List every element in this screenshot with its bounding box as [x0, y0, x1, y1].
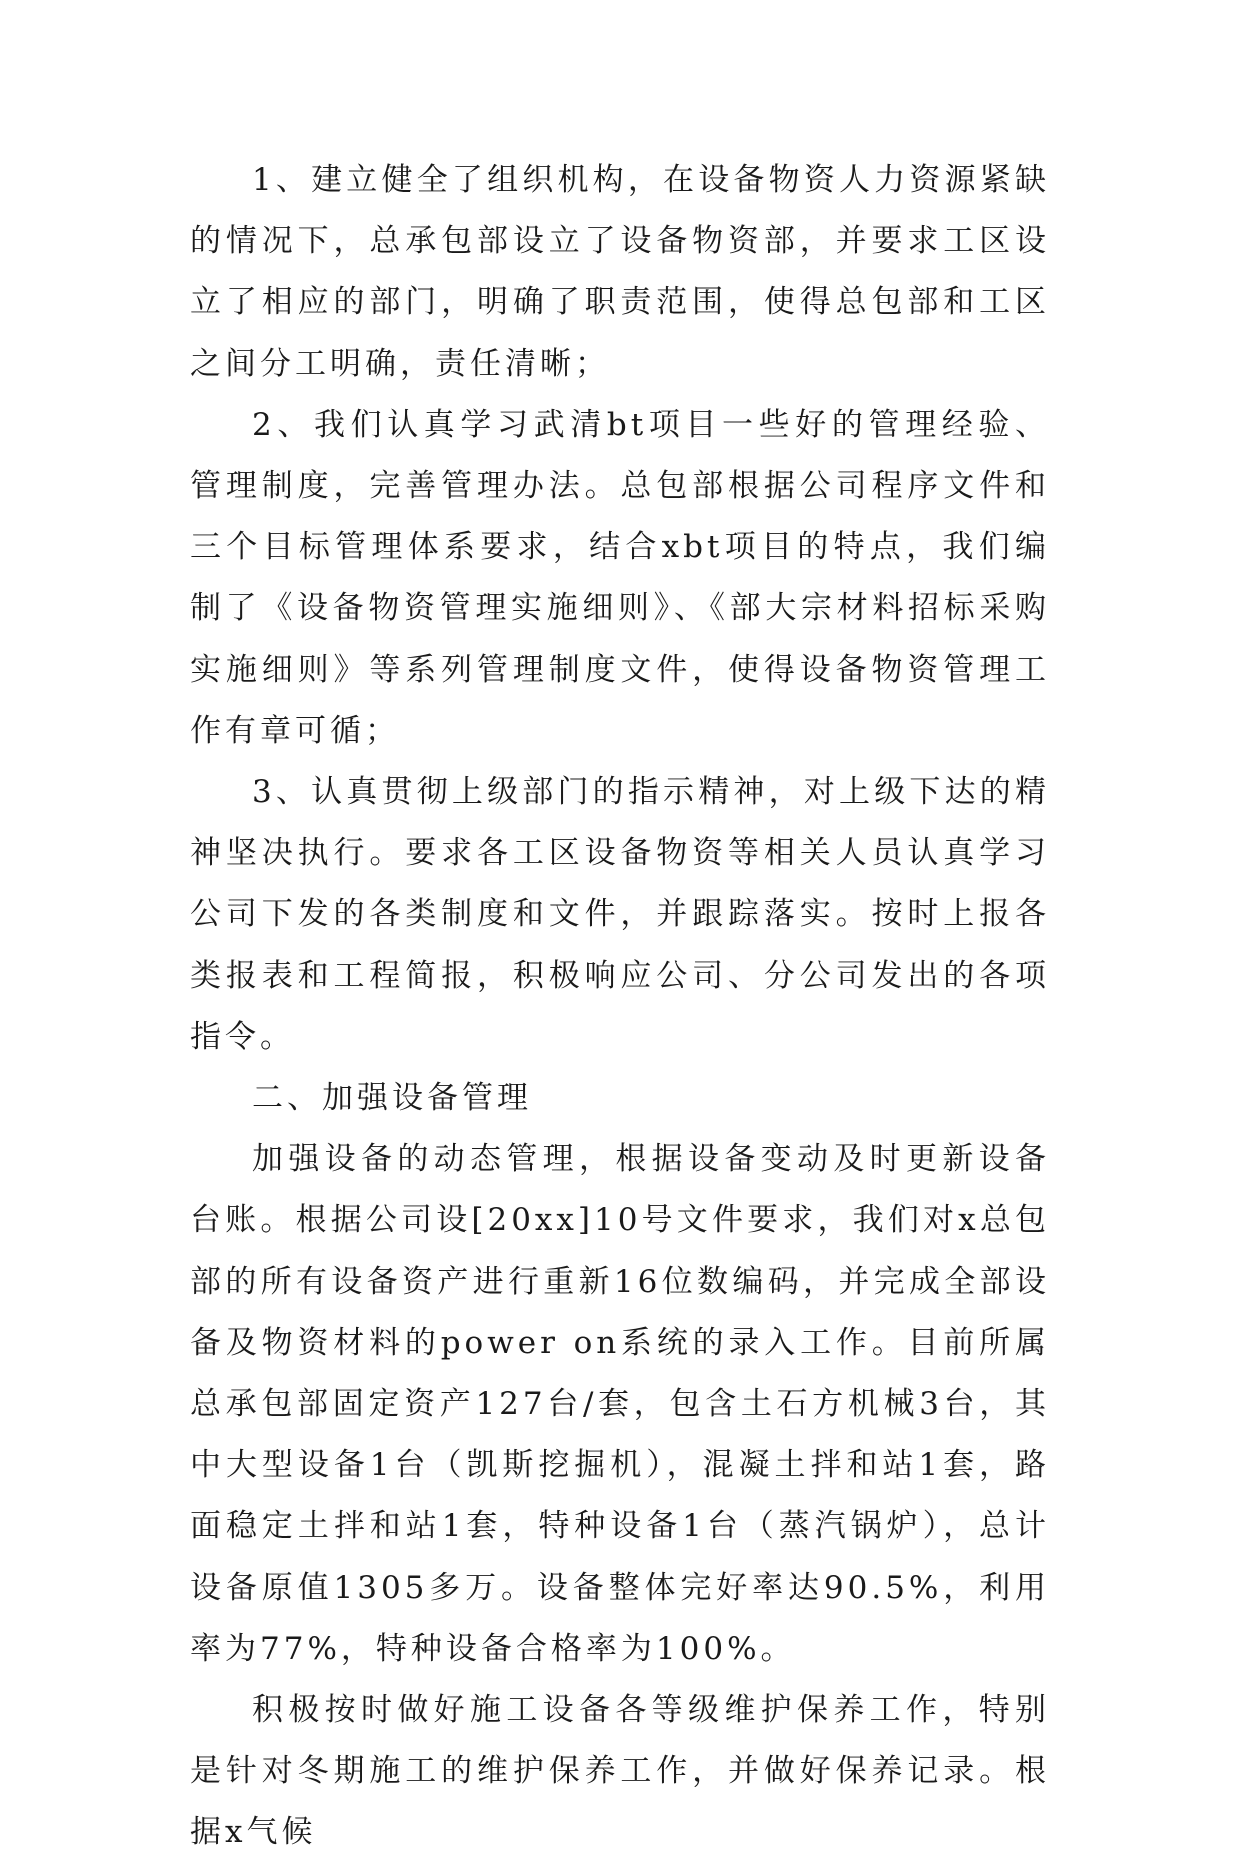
paragraph-org-structure: 1、建立健全了组织机构，在设备物资人力资源紧缺的情况下，总承包部设立了设备物资部，并要求工区设立了相应的部门，明确了职责范围，使得总包部和工区之间分工明确，责任清晰； [190, 162, 1050, 382]
paragraph-management-system: 2、我们认真学习武清bt项目一些好的管理经验、管理制度，完善管理办法。总包部根据公司程序文件和三个目标管理体系要求，结合xbt项目的特点，我们编制了《设备物资管理实施细则》、《部大宗材料招标采购实施细则》等系列管理制度文件，使得设备物资管理工作有章可循； [190, 406, 1050, 749]
paragraph-directives: 3、认真贯彻上级部门的指示精神，对上级下达的精神坚决执行。要求各工区设备物资等相关人员认真学习公司下发的各类制度和文件，并跟踪落实。按时上报各类报表和工程简报，积极响应公司、分公司发出的各项指令。 [190, 774, 1050, 1055]
section-heading-equipment: 二、加强设备管理 [252, 1080, 532, 1117]
paragraph-maintenance: 积极按时做好施工设备各等级维护保养工作，特别是针对冬期施工的维护保养工作，并做好保养记录。根据x气候 [190, 1692, 1050, 1851]
document-page [190, 150, 1050, 1864]
paragraph-equipment-dynamic: 加强设备的动态管理，根据设备变动及时更新设备台账。根据公司设[20xx]10号文件要求，我们对x总包部的所有设备资产进行重新16位数编码，并完成全部设备及物资材料的power on系统的录入工作。目前所属总承包部固定资产127台/套，包含土石方机械3台，其中大型设备1台（凯斯挖掘机），混凝土拌和站1套，路面稳定土拌和站1套，特种设备1台（蒸汽锅炉），总计设备原值1305多万。设备整体完好率达90.5%，利用率为77%，特种设备合格率为100%。 [190, 1141, 1050, 1667]
